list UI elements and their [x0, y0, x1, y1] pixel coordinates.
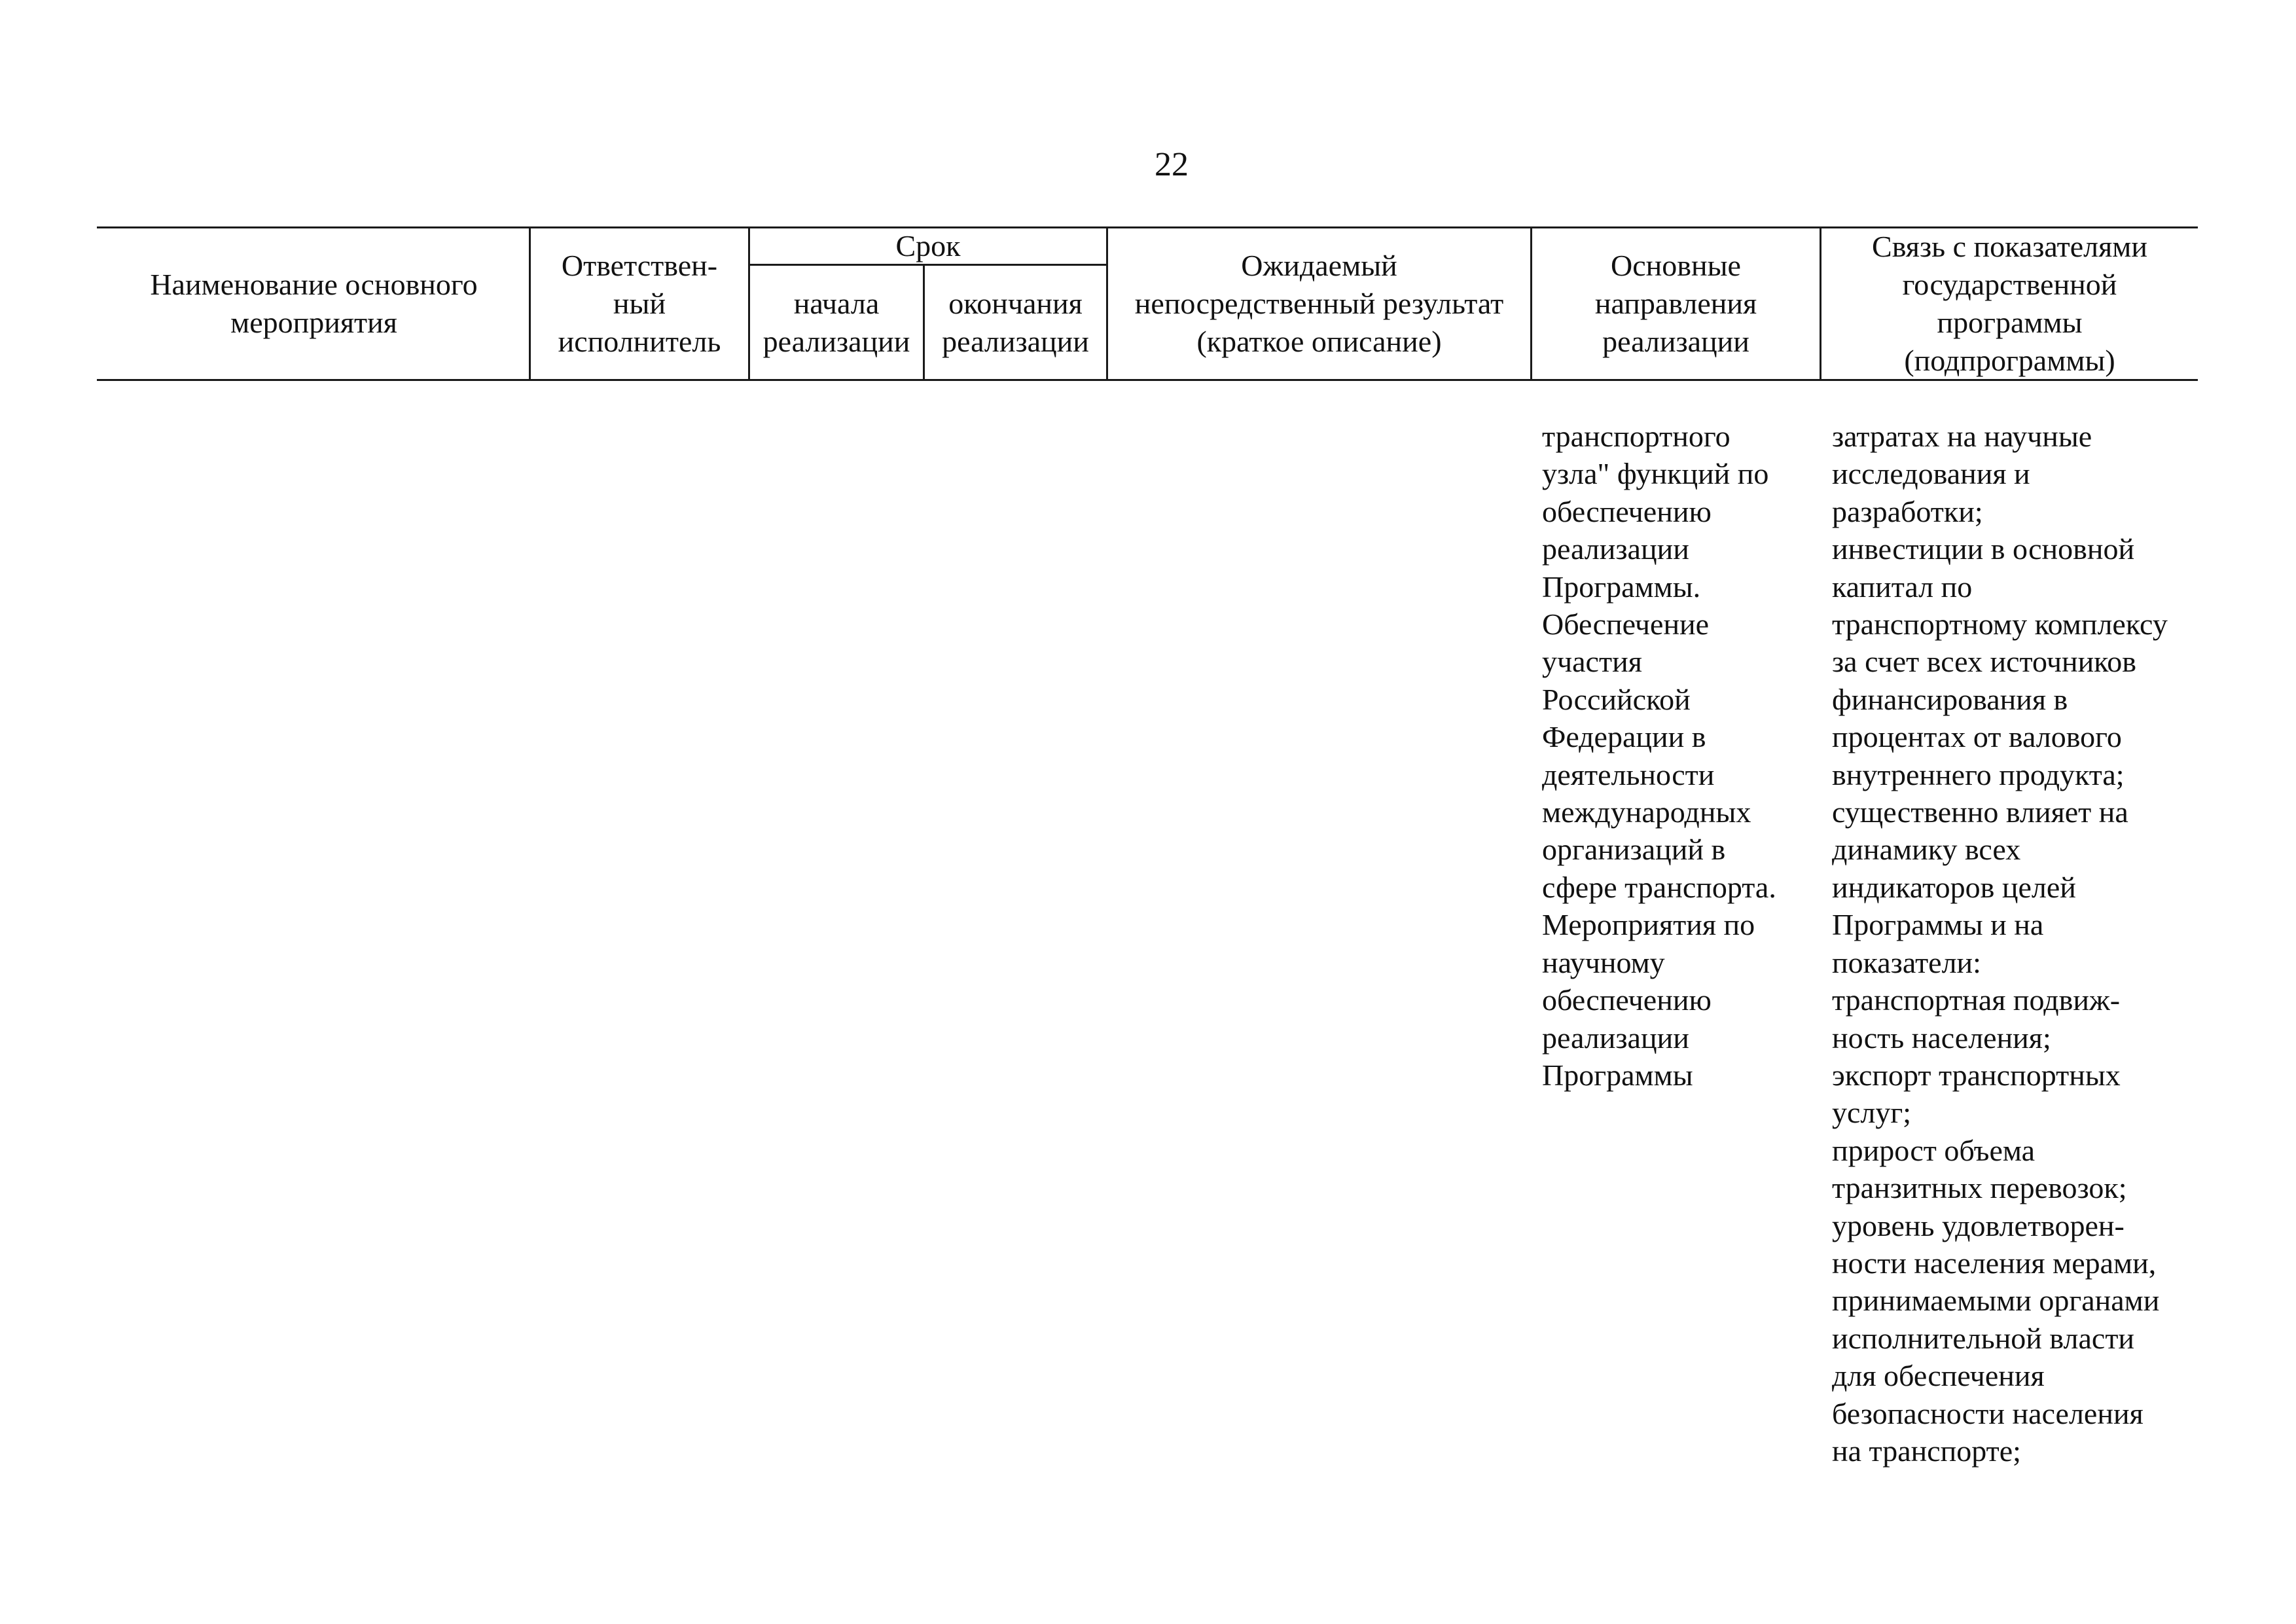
text-line: ность населения;	[1832, 1020, 2051, 1055]
text-line: Российской	[1542, 682, 1691, 716]
text-line: научному	[1542, 945, 1665, 979]
text-line: капитал по	[1832, 569, 1973, 604]
text-line: существенно влияет на	[1832, 795, 2128, 829]
header-name-text: Наименование основного мероприятия	[150, 268, 478, 339]
text-line: Мероприятия по	[1542, 908, 1755, 942]
header-term-text: Срок	[895, 229, 961, 262]
header-start-text: начала реализации	[762, 286, 910, 358]
header-name	[99, 228, 529, 379]
text-line: исследования и	[1832, 457, 2030, 491]
text-line: узла" функций по	[1542, 457, 1769, 491]
text-line: Программы и на	[1832, 908, 2044, 942]
text-line: организаций в	[1542, 833, 1726, 867]
header-executor	[531, 228, 748, 379]
text-line: международных	[1542, 795, 1751, 829]
text-line: внутреннего продукта;	[1832, 757, 2125, 791]
text-line: обеспечению	[1542, 494, 1712, 528]
text-line: Программы	[1542, 1058, 1693, 1092]
text-line: на транспорте;	[1832, 1434, 2021, 1468]
text-line: ности населения мерами,	[1832, 1246, 2157, 1280]
text-line: безопасности населения	[1832, 1396, 2144, 1430]
text-line: участия	[1542, 645, 1642, 679]
text-line: уровень удовлетворен-	[1832, 1208, 2125, 1242]
header-term	[750, 228, 1106, 264]
text-line: разработки;	[1832, 494, 1983, 528]
text-line: Обеспечение	[1542, 607, 1710, 641]
text-line: исполнительной власти	[1832, 1321, 2135, 1355]
indicators-cell	[1832, 418, 2198, 1470]
text-line: транспортная подвиж-	[1832, 983, 2121, 1017]
text-line: индикаторов целей	[1832, 870, 2076, 904]
header-indicators-text: Связь с показателями государственной программы (подпрограммы)	[1872, 230, 2147, 377]
text-line: сфере транспорта.	[1542, 870, 1776, 904]
text-line: транзитных перевозок;	[1832, 1171, 2127, 1205]
directions-cell	[1542, 418, 1817, 1094]
text-line: обеспечению	[1542, 983, 1712, 1017]
text-line: динамику всех	[1832, 833, 2021, 867]
text-line: затратах на научные	[1832, 420, 2092, 453]
text-line: финансирования в	[1832, 682, 2068, 716]
text-line: Программы.	[1542, 569, 1701, 604]
text-line: деятельности	[1542, 757, 1715, 791]
text-line: экспорт транспортных	[1832, 1058, 2121, 1092]
text-line: для обеспечения	[1832, 1359, 2045, 1393]
text-line: прирост объема	[1832, 1133, 2036, 1167]
header-result	[1108, 228, 1530, 379]
text-line: Федерации в	[1542, 720, 1706, 754]
text-line: процентах от валового	[1832, 720, 2122, 754]
text-line: за счет всех источников	[1832, 645, 2136, 679]
text-line: инвестиции в основной	[1832, 532, 2135, 566]
page-number: 22	[1155, 146, 1189, 183]
header-directions-text: Основные направления реализации	[1594, 249, 1757, 358]
text-line: реализации	[1542, 1020, 1689, 1055]
header-start	[750, 266, 923, 379]
text-line: принимаемыми органами	[1832, 1284, 2160, 1318]
header-result-text: Ожидаемый непосредственный результат (краткое описание)	[1134, 249, 1504, 358]
header-directions	[1532, 228, 1820, 379]
header-indicators	[1821, 228, 2198, 379]
text-line: показатели:	[1832, 945, 1981, 979]
header-executor-text: Ответствен- ный исполнитель	[558, 249, 721, 358]
header-end	[925, 266, 1106, 379]
text-line: транспортному комплексу	[1832, 607, 2168, 641]
header-end-text: окончания реализации	[942, 286, 1089, 358]
text-line: услуг;	[1832, 1096, 1912, 1130]
text-line: транспортного	[1542, 420, 1731, 453]
text-line: реализации	[1542, 532, 1689, 566]
